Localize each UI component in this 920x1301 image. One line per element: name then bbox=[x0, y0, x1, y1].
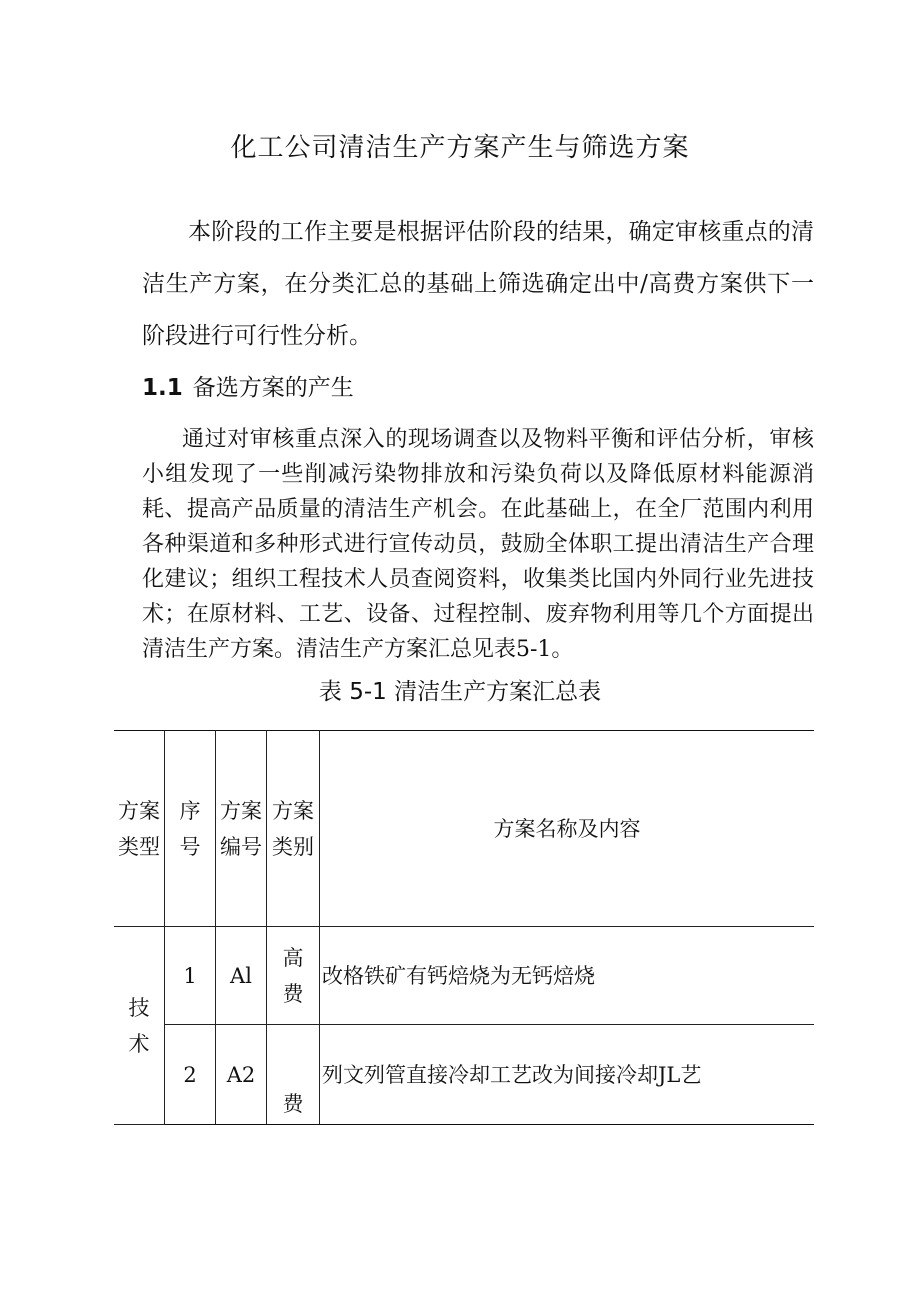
table-row bbox=[114, 927, 814, 1025]
header-seq-line1: 序 bbox=[179, 798, 201, 823]
section-heading bbox=[142, 370, 354, 406]
header-plan-code-line2: 编号 bbox=[220, 834, 262, 859]
header-plan-type-line2: 类型 bbox=[118, 834, 160, 859]
row-1-seq: 1 bbox=[165, 927, 216, 1025]
header-plan-category-line1: 方案 bbox=[272, 798, 314, 823]
header-plan-type bbox=[114, 731, 165, 927]
row-2-code: A2 bbox=[216, 1025, 267, 1125]
section-paragraph: 通过对审核重点深入的现场调查以及物料平衡和评估分析，审核小组发现了一些削减污染物排放和污染负荷以及降低原材料能源消耗、提高产品质量的清洁生产机会。在此基础上，在全厂范围内利用各种渠道和多种形式进行宣传动员，鼓励全体职工提出清洁生产合理化建议；组织工程技术人员查阅资料，收集类比国内外同行业先进技术；在原材料、工艺、设备、过程控制、废弃物利用等几个方面提出清洁生产方案。清洁生产方案汇总见表5-1。 bbox=[142, 427, 814, 662]
table-header-row bbox=[114, 731, 814, 927]
table-caption: 表 5-1 清洁生产方案汇总表 bbox=[318, 679, 602, 705]
header-plan-content: 方案名称及内容 bbox=[320, 731, 815, 927]
plan-summary-table bbox=[114, 730, 814, 1125]
row-1-category-line2: 费 bbox=[282, 981, 304, 1006]
header-plan-code bbox=[216, 731, 267, 927]
row-2-seq: 2 bbox=[165, 1025, 216, 1125]
header-plan-code-line1: 方案 bbox=[220, 798, 262, 823]
group-label-line1: 技 bbox=[128, 995, 150, 1020]
section-number: 1.1 bbox=[142, 375, 183, 401]
page-title: 化工公司清洁生产方案产生与筛选方案 bbox=[230, 133, 690, 163]
table-row bbox=[114, 1025, 814, 1125]
group-label-line2: 术 bbox=[128, 1031, 150, 1056]
row-2-category: 费 bbox=[267, 1025, 320, 1125]
row-1-category-line1: 高 bbox=[282, 945, 304, 970]
intro-paragraph: 本阶段的工作主要是根据评估阶段的结果，确定审核重点的清洁生产方案，在分类汇总的基础上筛选确定出中/高费方案供下一阶段进行可行性分析。 bbox=[142, 219, 814, 349]
header-plan-type-line1: 方案 bbox=[118, 798, 160, 823]
row-1-code: Al bbox=[216, 927, 267, 1025]
row-1-content: 改格铁矿有钙焙烧为无钙焙烧 bbox=[320, 927, 815, 1025]
row-1-category bbox=[267, 927, 320, 1025]
header-seq-line2: 号 bbox=[179, 834, 201, 859]
header-seq bbox=[165, 731, 216, 927]
group-label-technology bbox=[114, 927, 165, 1125]
section-title: 备选方案的产生 bbox=[192, 375, 354, 401]
header-plan-category-line2: 类别 bbox=[272, 834, 314, 859]
header-plan-category bbox=[267, 731, 320, 927]
row-2-content: 列文列管直接冷却工艺改为间接冷却JL艺 bbox=[320, 1025, 815, 1125]
